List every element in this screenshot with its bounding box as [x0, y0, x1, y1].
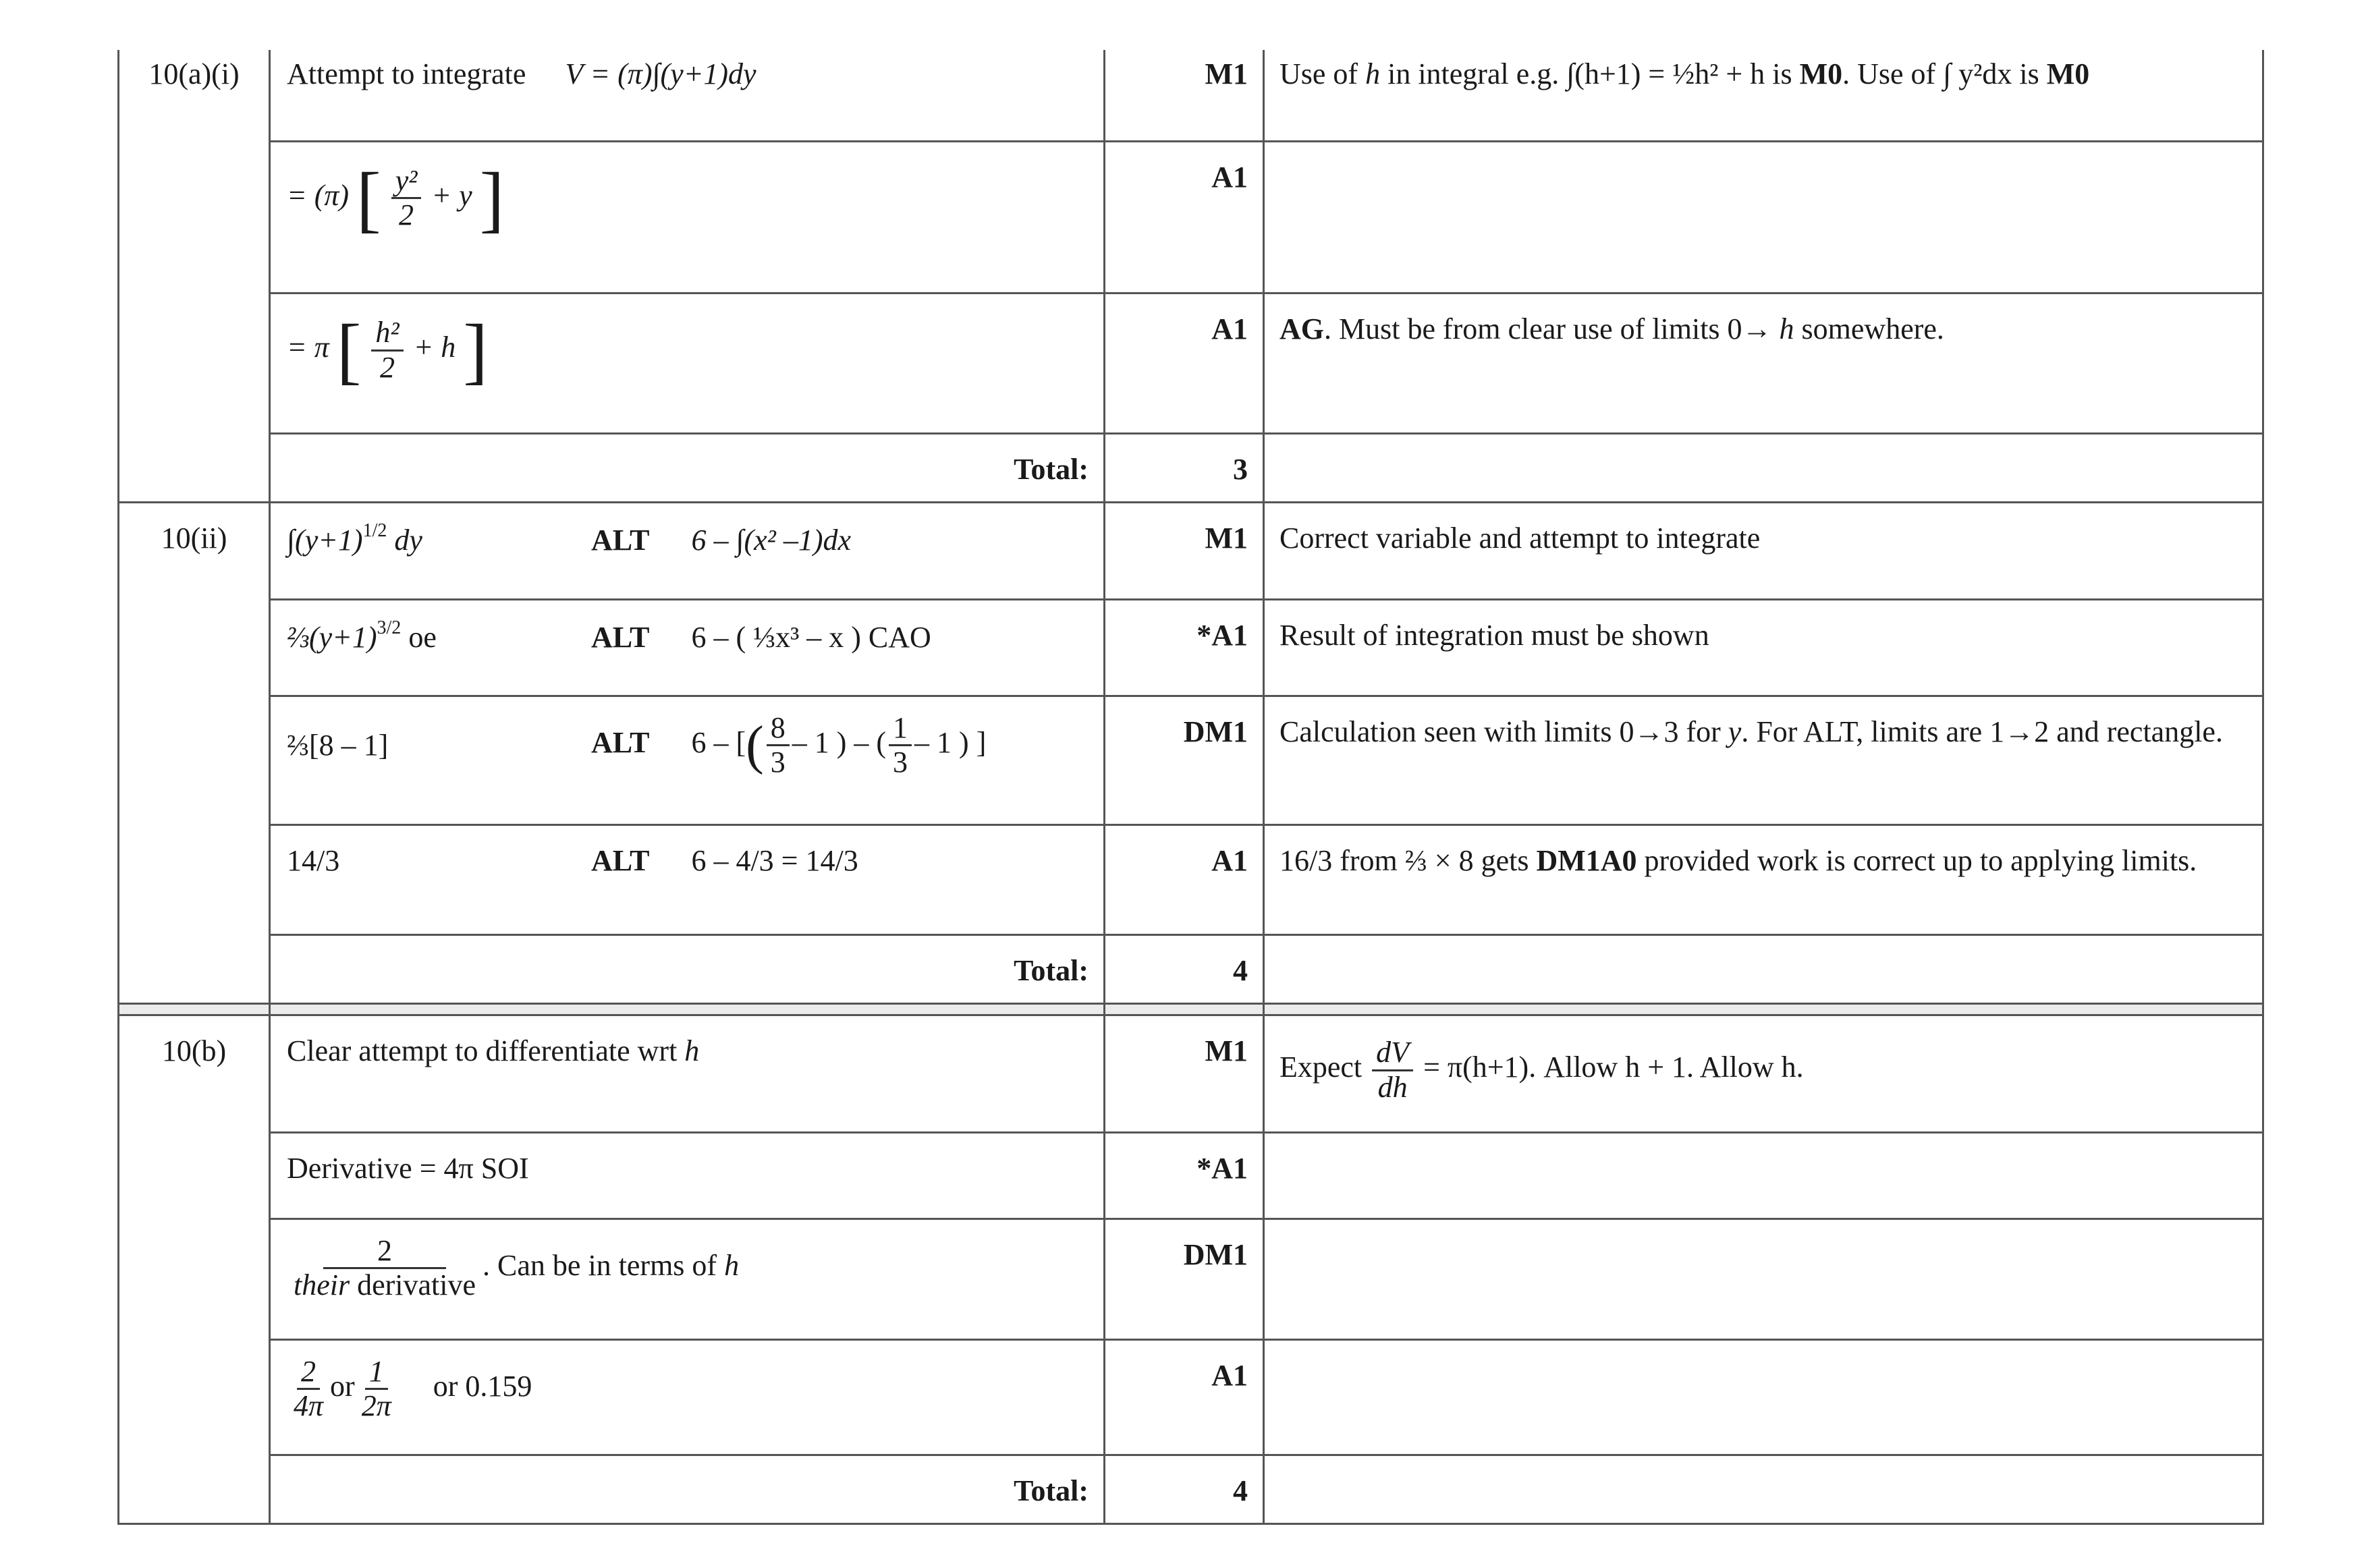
mark-cell: M1 — [1105, 1015, 1264, 1132]
guidance-text: 16/3 from ⅔ × 8 gets — [1279, 844, 1537, 878]
fraction — [767, 712, 790, 779]
total-marks: 4 — [1105, 1455, 1264, 1524]
guidance-mark: M0 — [2046, 57, 2090, 90]
table-row — [119, 1339, 2263, 1455]
answer-power: 1/2 — [362, 520, 387, 541]
fraction-denominator: their derivative — [294, 1268, 476, 1301]
mark-cell: A1 — [1105, 141, 1264, 293]
alt-end: – 1 ) ] — [914, 725, 987, 759]
answer-cell — [270, 293, 1105, 434]
total-row — [119, 935, 2263, 1004]
guidance-var: h — [1365, 57, 1381, 90]
answer-cell — [270, 141, 1105, 293]
mark-scheme-table — [117, 50, 2264, 1525]
answer-prefix: = π — [287, 331, 329, 364]
table-row — [119, 50, 2263, 141]
guidance-text: . Use of ∫ y²dx is — [1842, 57, 2047, 90]
guidance-cell: Result of integration must be shown — [1264, 599, 2263, 696]
guidance-cell — [1264, 1339, 2263, 1455]
alt-answer: 6 – ∫(x² –1)dx — [691, 523, 852, 557]
fraction-denominator: 2π — [361, 1389, 391, 1423]
alt-label: ALT — [591, 620, 650, 654]
guidance-cell: Correct variable and attempt to integrate — [1264, 502, 2263, 599]
answer-math: 14/3 — [287, 844, 340, 878]
answer-cell — [270, 502, 1105, 599]
alt-answer: 6 – 4/3 = 14/3 — [691, 844, 858, 878]
fraction-numerator: y² — [391, 165, 422, 199]
fraction — [889, 712, 912, 779]
fraction-numerator: 8 — [767, 712, 790, 746]
answer-suffix: + y — [431, 178, 472, 212]
fraction-numerator: 2 — [323, 1235, 446, 1269]
alt-label: ALT — [591, 725, 650, 759]
mark-cell: A1 — [1105, 825, 1264, 935]
guidance-text: Calculation seen with limits 0→3 for — [1279, 715, 1728, 748]
alt-prefix: 6 – [ — [691, 725, 746, 759]
answer-math: ⅔[8 – 1] — [287, 728, 389, 762]
fraction-numerator: 1 — [889, 712, 912, 746]
mark-cell: *A1 — [1105, 599, 1264, 696]
guidance-mark: DM1A0 — [1536, 844, 1637, 878]
mark-cell: M1 — [1105, 50, 1264, 141]
guidance-cell — [1264, 50, 2263, 141]
bracket-close: ] — [479, 157, 505, 240]
answer-math: ⅔(y+1) — [287, 620, 377, 654]
total-row — [119, 1455, 2263, 1524]
answer-math: V = (π)∫(y+1)dy — [565, 57, 756, 90]
fraction-numerator: h² — [371, 316, 403, 351]
guidance-text: in integral e.g. ∫(h+1) = ½h² + h is — [1380, 57, 1800, 90]
mark-cell: DM1 — [1105, 1219, 1264, 1339]
answer-suffix: + h — [413, 331, 456, 364]
guidance-cell — [1264, 433, 2263, 502]
bracket-open: [ — [336, 309, 362, 392]
guidance-cell — [1264, 696, 2263, 824]
answer-text: or 0.159 — [433, 1369, 532, 1403]
table-row — [119, 1219, 2263, 1339]
fraction-denominator: dh — [1377, 1070, 1408, 1104]
answer-text: Clear attempt to differentiate wrt — [287, 1034, 685, 1068]
total-marks: 4 — [1105, 935, 1264, 1004]
fraction-numerator: 1 — [365, 1355, 388, 1390]
mark-cell: *A1 — [1105, 1132, 1264, 1219]
alt-answer: 6 – ( ⅓x³ – x ) CAO — [691, 620, 931, 654]
guidance-cell — [1264, 293, 2263, 434]
alt-label: ALT — [591, 523, 650, 557]
guidance-mark: AG — [1279, 312, 1324, 346]
table-row — [119, 1015, 2263, 1132]
question-number: 10(b) — [119, 1015, 270, 1524]
guidance-text: Use of — [1279, 57, 1366, 90]
answer-var: h — [724, 1248, 740, 1282]
question-number: 10(ii) — [119, 502, 270, 1004]
alt-middle: – 1 ) – ( — [792, 725, 887, 759]
section-separator — [119, 1004, 2263, 1015]
answer-tail: dy — [387, 523, 422, 557]
answer-text: Attempt to integrate — [287, 57, 526, 90]
table-row — [119, 293, 2263, 434]
total-marks: 3 — [1105, 433, 1264, 502]
answer-cell: Derivative = 4π SOI — [270, 1132, 1105, 1219]
alt-label: ALT — [591, 844, 650, 878]
mark-cell: A1 — [1105, 1339, 1264, 1455]
guidance-text: provided work is correct up to applying limits. — [1636, 844, 2197, 878]
guidance-mark: M0 — [1799, 57, 1843, 90]
table-row — [119, 1132, 2263, 1219]
answer-cell — [270, 825, 1105, 935]
guidance-cell — [1264, 141, 2263, 293]
table-row — [119, 599, 2263, 696]
guidance-cell — [1264, 1132, 2263, 1219]
answer-text: . Can be in terms of — [483, 1248, 725, 1282]
fraction-numerator: dV — [1372, 1036, 1413, 1071]
answer-power: 3/2 — [377, 617, 402, 638]
answer-cell — [270, 50, 1105, 141]
table-row — [119, 502, 2263, 599]
bracket-close: ] — [463, 309, 488, 392]
guidance-cell — [1264, 935, 2263, 1004]
guidance-cell — [1264, 825, 2263, 935]
answer-var: h — [684, 1034, 700, 1068]
answer-cell — [270, 1015, 1105, 1132]
mark-cell: M1 — [1105, 502, 1264, 599]
guidance-text: Expect — [1279, 1051, 1370, 1084]
table-row — [119, 825, 2263, 935]
fraction — [371, 316, 403, 384]
total-label: Total: — [270, 433, 1105, 502]
fraction — [358, 1355, 395, 1423]
question-number: 10(a)(i) — [119, 50, 270, 502]
fraction — [1372, 1036, 1413, 1104]
answer-cell — [270, 599, 1105, 696]
bracket-open: [ — [356, 157, 381, 240]
guidance-text: = π(h+1). Allow h + 1. Allow h. — [1416, 1051, 1804, 1084]
guidance-var: h — [1779, 312, 1794, 346]
fraction — [290, 1355, 327, 1423]
mark-cell: DM1 — [1105, 696, 1264, 824]
fraction — [290, 1235, 480, 1302]
total-label: Total: — [270, 1455, 1105, 1524]
table-row — [119, 696, 2263, 824]
fraction-denominator: 2 — [399, 198, 414, 232]
fraction — [391, 165, 422, 232]
guidance-cell — [1264, 1455, 2263, 1524]
guidance-var: y — [1728, 715, 1742, 748]
fraction-denominator: 2 — [379, 350, 395, 384]
answer-prefix: = (π) — [287, 178, 350, 212]
fraction-denominator: 4π — [294, 1389, 324, 1423]
guidance-text: . Must be from clear use of limits 0→ — [1324, 312, 1780, 346]
guidance-text: . For ALT, limits are 1→2 and rectangle. — [1741, 715, 2223, 748]
answer-cell: ⅔[8 – 1] ALT 6 – [( $\frac{8}{3}$ – 1 ) – ( $\frac{1}{3}$ – 1 ) ] — [270, 696, 1105, 824]
guidance-cell — [1264, 1015, 2263, 1132]
total-row — [119, 433, 2263, 502]
total-label: Total: — [270, 935, 1105, 1004]
fraction-denominator: 3 — [770, 746, 786, 779]
guidance-text: somewhere. — [1794, 312, 1944, 346]
fraction-numerator: 2 — [297, 1355, 320, 1390]
answer-tail: oe — [401, 620, 437, 654]
answer-math: ∫(y+1) — [287, 523, 363, 557]
fraction-denominator: 3 — [893, 746, 908, 779]
table-row — [119, 141, 2263, 293]
guidance-cell — [1264, 1219, 2263, 1339]
answer-cell — [270, 1339, 1105, 1455]
answer-cell — [270, 1219, 1105, 1339]
mark-cell: A1 — [1105, 293, 1264, 434]
answer-or: or — [330, 1369, 355, 1403]
